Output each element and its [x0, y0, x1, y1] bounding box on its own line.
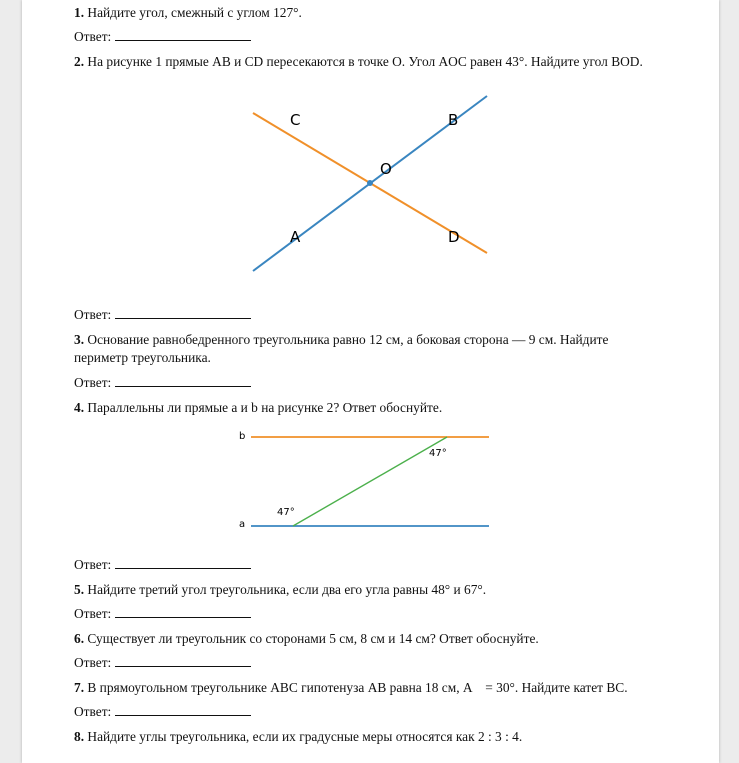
label-a: a [239, 519, 246, 530]
answer-label: Ответ: [74, 655, 112, 670]
question-text: Существует ли треугольник со сторонами 5 см, 8 см и 14 см? Ответ обоснуйте. [87, 631, 539, 646]
label-c: C [290, 111, 301, 129]
answer-row-7 [74, 703, 251, 721]
worksheet-page [22, 0, 719, 763]
answer-blank[interactable] [115, 606, 251, 618]
question-number: 6. [74, 631, 85, 646]
angle-label-bottom: 47° [277, 507, 295, 518]
transversal-line [293, 437, 447, 526]
answer-row-5 [74, 605, 251, 623]
label-b: B [448, 111, 459, 129]
question-5 [74, 581, 486, 599]
question-number: 7. [74, 680, 85, 695]
question-text: Найдите углы треугольника, если их градусные меры относятся как 2 : 3 : 4. [87, 729, 523, 744]
question-7 [74, 679, 628, 697]
answer-blank[interactable] [115, 704, 251, 716]
question-number: 8. [74, 729, 85, 744]
figure-2-parallel-lines [22, 0, 719, 763]
answer-label: Ответ: [74, 557, 112, 572]
question-text: Найдите третий угол треугольника, если два его угла равны 48° и 67°. [87, 582, 487, 597]
question-number: 4. [74, 400, 85, 415]
question-text: В прямоугольном треугольнике ABC гипотенуза AB равна 18 см, A = 30°. Найдите катет BC. [87, 680, 628, 695]
answer-label: Ответ: [74, 375, 112, 390]
question-8 [74, 728, 522, 746]
answer-row-6 [74, 654, 251, 672]
question-text-continued: периметр треугольника. [74, 350, 211, 365]
label-a: A [290, 228, 301, 246]
question-text: Найдите угол, смежный с углом 127°. [87, 5, 302, 20]
question-number: 3. [74, 332, 85, 347]
question-6 [74, 630, 539, 648]
answer-label: Ответ: [74, 307, 112, 322]
question-number: 2. [74, 54, 85, 69]
answer-label: Ответ: [74, 704, 112, 719]
answer-blank[interactable] [115, 655, 251, 667]
answer-blank[interactable] [115, 557, 251, 569]
answer-label: Ответ: [74, 29, 112, 44]
answer-label: Ответ: [74, 606, 112, 621]
question-text: На рисунке 1 прямые AB и CD пересекаются в точке O. Угол AOC равен 43°. Найдите угол BOD. [87, 54, 643, 69]
label-o: O [380, 160, 392, 178]
question-text: Параллельны ли прямые a и b на рисунке 2? Ответ обоснуйте. [87, 400, 443, 415]
angle-label-top: 47° [429, 448, 447, 459]
question-number: 5. [74, 582, 85, 597]
label-d: D [448, 228, 460, 246]
label-b: b [239, 431, 246, 442]
question-number: 1. [74, 5, 85, 20]
answer-row-4 [74, 556, 251, 574]
question-text: Основание равнобедренного треугольника равно 12 см, а боковая сторона — 9 см. Найдите [87, 332, 609, 347]
